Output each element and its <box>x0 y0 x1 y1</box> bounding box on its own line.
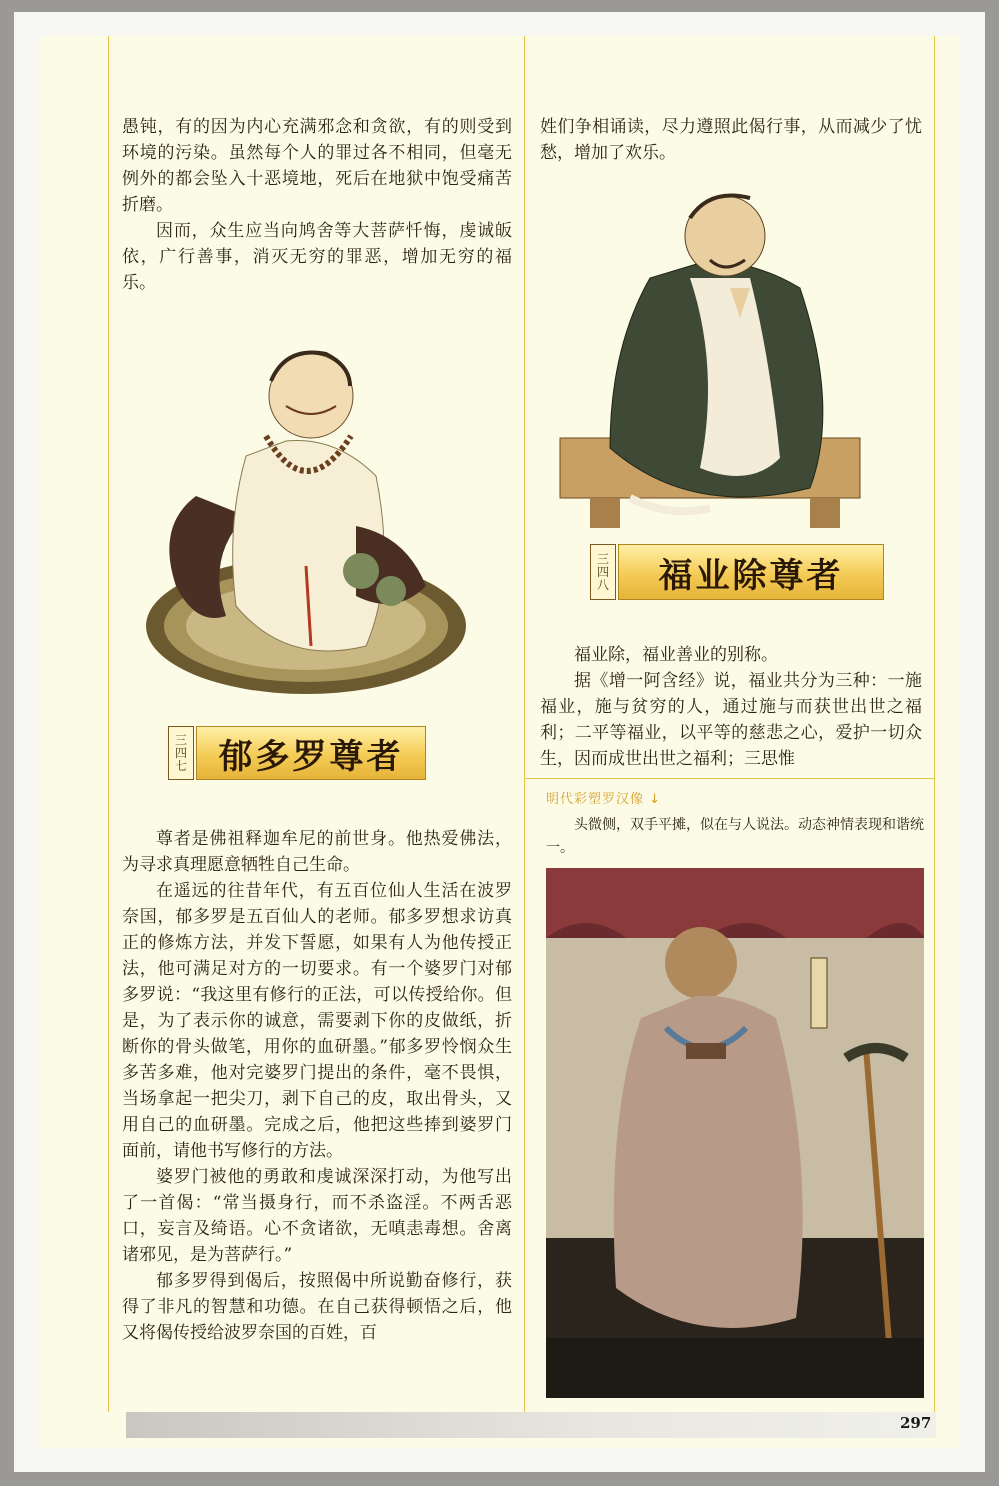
paragraph: 尊者是佛祖释迦牟尼的前世身。他热爱佛法，为寻求真理愿意牺牲自己生命。 <box>122 829 512 875</box>
arhat-statue-photo <box>546 868 924 1398</box>
left-body-text <box>122 826 512 1346</box>
title-block-347 <box>168 726 426 780</box>
right-column-divider <box>524 778 934 779</box>
title-number: 三 四 七 <box>168 726 194 780</box>
book-page <box>40 36 960 1448</box>
right-body-text <box>540 642 922 772</box>
page-frame <box>14 12 985 1472</box>
arhat-painting-right <box>550 168 910 538</box>
center-column-rule <box>524 36 525 1412</box>
paragraph: 福业除，福业善业的别称。 <box>574 645 778 665</box>
right-column-rule <box>934 36 935 1412</box>
title-number: 三 四 八 <box>590 544 616 600</box>
left-column-rule <box>108 36 109 1412</box>
paragraph: 姓们争相诵读，尽力遵照此偈行事，从而减少了忧愁，增加了欢乐。 <box>540 117 922 163</box>
left-top-text <box>122 114 512 296</box>
paragraph: 愚钝，有的因为内心充满邪念和贪欲，有的则受到环境的污染。虽然每个人的罪过各不相同，但毫无例外的都会坠入十恶境地，死后在地狱中饱受痛苦折磨。 <box>122 117 512 215</box>
paragraph: 据《增一阿含经》说，福业共分为三种：一施福业，施与贫穷的人，通过施与而获世出世之福利；二平等福业，以平等的慈悲之心，爱护一切众生，因而成世出世之福利；三思惟 <box>540 671 922 769</box>
paragraph: 郁多罗得到偈后，按照偈中所说勤奋修行，获得了非凡的智慧和功德。在自己获得顿悟之后，他又将偈传授给波罗奈国的百姓，百 <box>122 1271 512 1343</box>
right-top-text <box>540 114 922 166</box>
section-title: 福业除尊者 <box>618 544 884 600</box>
footer-bar <box>126 1412 936 1438</box>
photo-caption-text: 头微侧，双手平摊，似在与人说法。动态神情表现和谐统一。 <box>546 817 924 856</box>
photo-caption-title: 明代彩塑罗汉像 ↓ <box>546 792 662 807</box>
paragraph: 婆罗门被他的勇敢和虔诚深深打动，为他写出了一首偈：“常当摄身行，而不杀盗淫。不两舌恶口，妄言及绮语。心不贪诸欲，无嗔恚毒想。舍离诸邪见，是为菩萨行。” <box>122 1167 512 1265</box>
page-number: 297 <box>900 1414 932 1432</box>
section-title: 郁多罗尊者 <box>196 726 426 780</box>
title-block-348 <box>590 544 884 600</box>
paragraph: 在遥远的往昔年代，有五百位仙人生活在波罗奈国，郁多罗是五百仙人的老师。郁多罗想求访真正的修炼方法，并发下誓愿，如果有人为他传授正法，他可满足对方的一切要求。有一个婆罗门对郁多罗说：“我这里有修行的正法，可以传授给你。但是，为了表示你的诚意，需要剥下你的皮做纸，折断你的骨头做笔，用你的血研墨。”郁多罗怜悯众生多苦多难，他对完婆罗门提出的条件，毫不畏惧，当场拿起一把尖刀，剥下自己的皮，取出骨头，又用自己的血研墨。完成之后，他把这些捧到婆罗门面前，请他书写修行的方法。 <box>122 881 512 1161</box>
paragraph: 因而，众生应当向鸠舍等大菩萨忏悔，虔诚皈依，广行善事，消灭无穷的罪恶，增加无穷的福乐。 <box>122 221 512 293</box>
arhat-painting-left <box>136 326 476 706</box>
